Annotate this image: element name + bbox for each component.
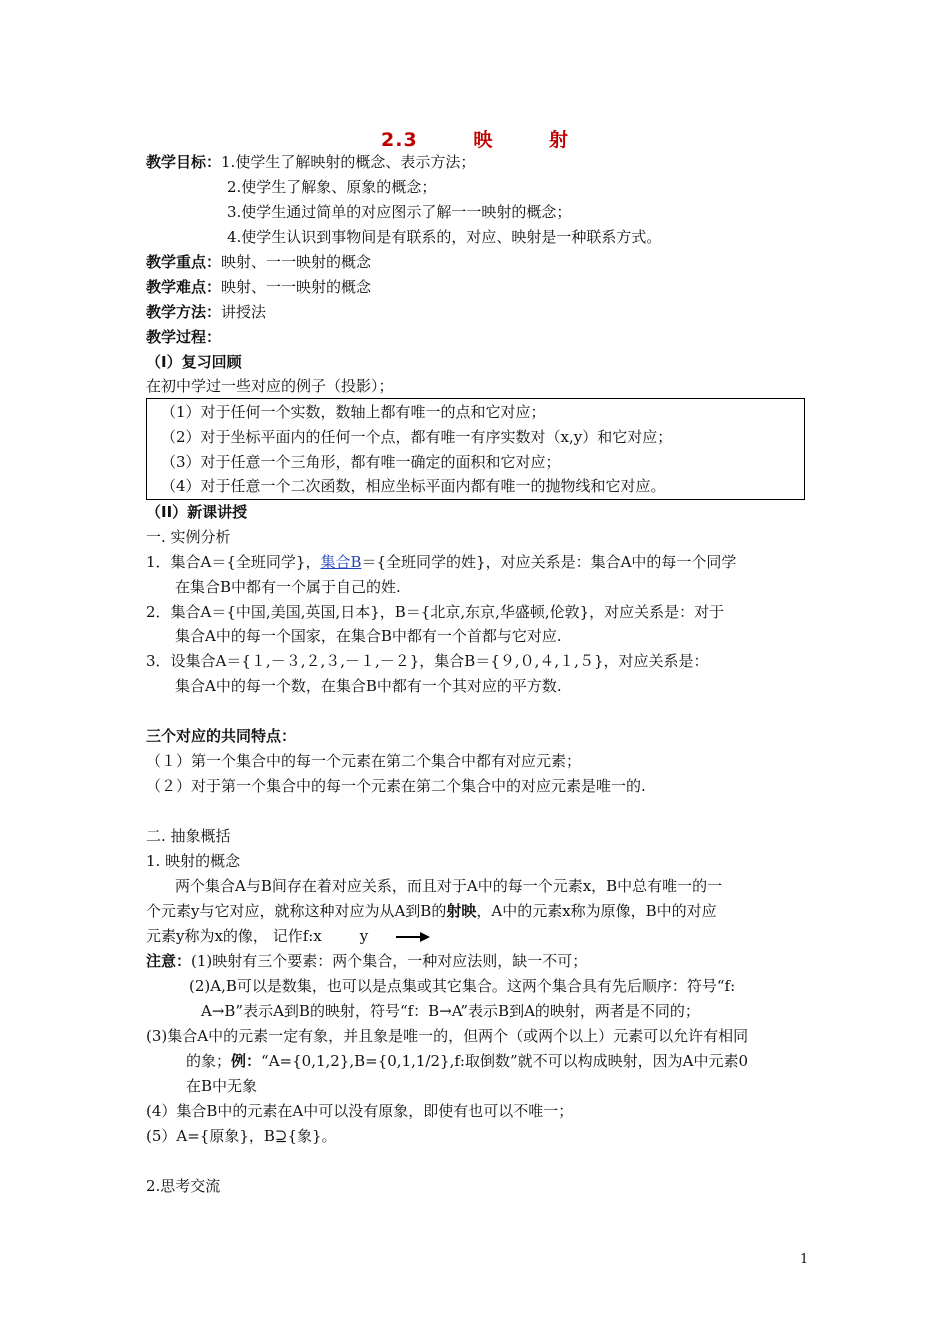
page-title <box>0 125 950 152</box>
title-char-1: 映 <box>473 129 494 151</box>
objectives-row-1 <box>146 152 475 172</box>
note-label: 注意： <box>146 952 192 970</box>
section-1-heading: 一. 实例分析 <box>146 528 231 546</box>
projection-box <box>146 398 805 500</box>
difficulty-label: 教学难点： <box>146 278 222 296</box>
example-1-part-a: 1．集合A＝{全班同学}， <box>146 553 321 571</box>
review-heading: （I）复习回顾 <box>146 353 242 371</box>
objective-item: 4.使学生认识到事物间是有联系的，对应、映射是一种联系方式。 <box>227 228 662 246</box>
common-features-heading: 三个对应的共同特点： <box>146 727 297 745</box>
note-1: (1)映射有三个要素：两个集合，一种对应法则，缺一不可； <box>191 952 588 970</box>
definition-y: y <box>359 927 369 945</box>
think-exchange-heading: 2.思考交流 <box>146 1177 221 1195</box>
section-2-heading: 二. 抽象概括 <box>146 827 231 845</box>
note-2-line-1: (2)A,B可以是数集，也可以是点集或其它集合。这两个集合具有先后顺序：符号“f: <box>189 977 736 995</box>
concept-title: 1. 映射的概念 <box>146 852 241 870</box>
note-4: (4）集合B中的元素在A中可以没有原象，即使有也可以不唯一； <box>146 1102 574 1120</box>
definition-part-c: ，A中的元素x称为原像，B中的对应 <box>476 902 717 920</box>
example-1-line-1 <box>146 552 736 572</box>
definition-part-a: 个元素y与它对应，就称这种对应为从A到B的 <box>146 902 447 920</box>
box-item: （1）对于任何一个实数，数轴上都有唯一的点和它对应； <box>161 403 546 421</box>
mapping-arrow-icon <box>396 931 430 943</box>
example-1-part-b: ＝{全班同学的姓}，对应关系是：集合A中的每一个同学 <box>361 553 737 571</box>
definition-term: 射映 <box>446 902 477 920</box>
note-3-line-1: (3)集合A中的元素一定有象，并且象是唯一的，但两个（或两个以上）元素可以允许有相同 <box>146 1027 749 1045</box>
note-3-part-b: “A={0,1,2},B={0,1,1/2},f:取倒数”就不可以构成映射，因为A中元素0 <box>261 1052 748 1070</box>
box-item: （3）对于任意一个三角形，都有唯一确定的面积和它对应； <box>161 453 561 471</box>
note-3-example-label: 例： <box>231 1052 262 1070</box>
set-b-link[interactable]: 集合B <box>320 553 362 571</box>
example-1-line-2: 在集合B中都有一个属于自己的姓. <box>175 578 401 596</box>
box-item: （2）对于坐标平面内的任何一个点，都有唯一有序实数对（x,y）和它对应； <box>161 428 673 446</box>
definition-line-2 <box>146 901 717 921</box>
new-lesson-heading: （II）新课讲授 <box>146 503 248 521</box>
objective-item: 3.使学生通过简单的对应图示了解一一映射的概念； <box>227 203 572 221</box>
note-5: (5）A={原象}，B⊇{象}。 <box>146 1127 337 1145</box>
definition-notation: 元素y称为x的像， 记作f:x <box>146 927 322 945</box>
process-label: 教学过程： <box>146 328 222 346</box>
key-point-row <box>146 252 371 272</box>
difficulty-row <box>146 277 371 297</box>
box-item: （4）对于任意一个二次函数，相应坐标平面内都有唯一的抛物线和它对应。 <box>161 477 666 495</box>
key-point-text: 映射、一一映射的概念 <box>221 253 372 271</box>
note-3-line-3: 在B中无象 <box>186 1077 258 1095</box>
note-line-1 <box>146 951 587 971</box>
example-2-line-2: 集合A中的每一个国家，在集合B中都有一个首都与它对应. <box>175 627 562 645</box>
method-label: 教学方法： <box>146 303 222 321</box>
example-3-line-1: 3．设集合A＝{１,－３,２,３,－１,－２}，集合B＝{９,０,４,１,５}，对应关系是： <box>146 652 709 670</box>
example-2-line-1: 2．集合A＝{中国,美国,英国,日本}，B＝{北京,东京,华盛顿,伦敦}，对应关系是：对于 <box>146 603 725 621</box>
method-row <box>146 302 266 322</box>
title-char-2: 射 <box>548 129 569 151</box>
method-text: 讲授法 <box>221 303 267 321</box>
review-intro: 在初中学过一些对应的例子（投影）； <box>146 377 394 395</box>
definition-line-1: 两个集合A与B间存在着对应关系，而且对于A中的每一个元素x，B中总有唯一的一 <box>175 877 723 895</box>
objective-item: 1.使学生了解映射的概念、表示方法； <box>221 153 476 171</box>
note-3-part-a: 的象； <box>186 1052 232 1070</box>
definition-line-3 <box>146 926 430 946</box>
difficulty-text: 映射、一一映射的概念 <box>221 278 372 296</box>
common-feature-2: （２）对于第一个集合中的每一个元素在第二个集合中的对应元素是唯一的. <box>146 777 646 795</box>
common-feature-1: （１）第一个集合中的每一个元素在第二个集合中都有对应元素； <box>146 752 582 770</box>
note-3-line-2 <box>186 1051 748 1071</box>
page-number: 1 <box>800 1252 809 1267</box>
key-point-label: 教学重点： <box>146 253 222 271</box>
note-2-line-2: A→B”表示A到B的映射，符号“f：B→A”表示B到A的映射，两者是不同的； <box>201 1002 700 1020</box>
objective-item: 2.使学生了解象、原象的概念； <box>227 178 437 196</box>
example-3-line-2: 集合A中的每一个数，在集合B中都有一个其对应的平方数. <box>175 677 562 695</box>
objectives-label: 教学目标： <box>146 153 222 171</box>
title-number: 2.3 <box>381 129 418 151</box>
